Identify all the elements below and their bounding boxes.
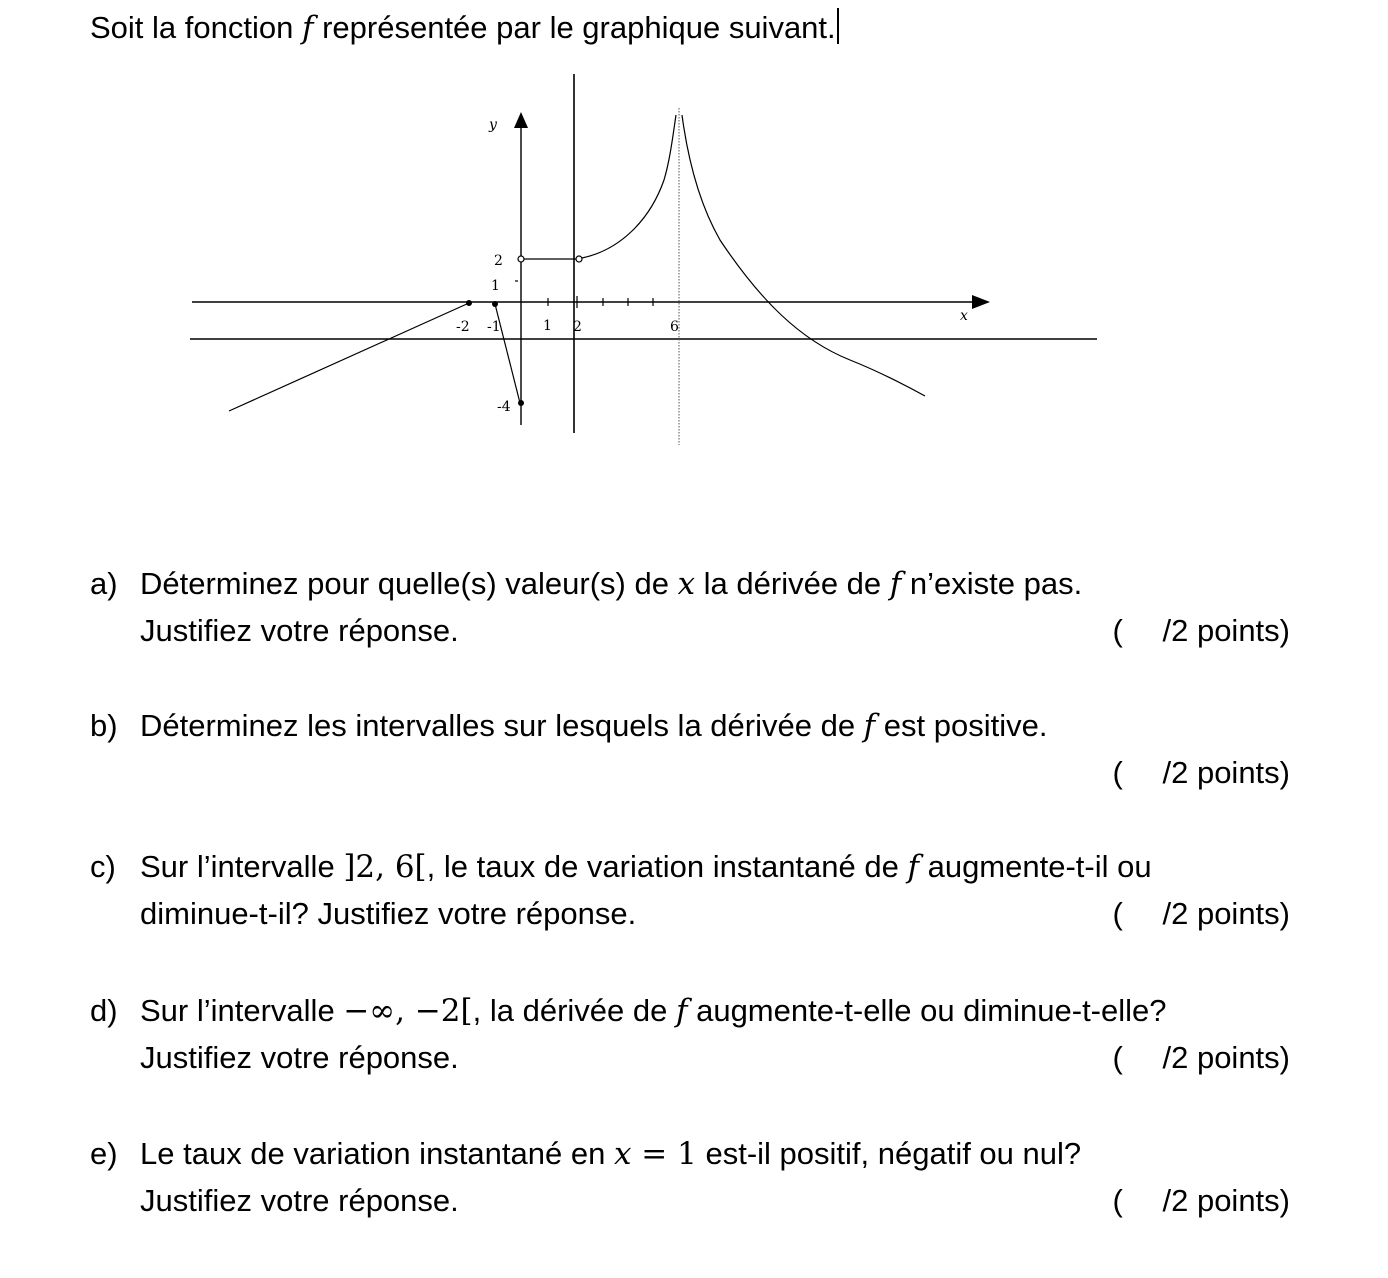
- points-indicator: ( /2 points): [1112, 613, 1290, 648]
- x-tick-1: 1: [543, 318, 552, 334]
- x-tick-6: 6: [670, 319, 679, 335]
- x-tick-minus1: -1: [487, 319, 501, 335]
- question-letter: d): [90, 993, 118, 1028]
- question-line-1: Déterminez les intervalles sur lesquels la dérivée de f est positive.: [140, 708, 1048, 744]
- question-letter: b): [90, 708, 118, 743]
- points-indicator: ( /2 points): [1112, 1183, 1290, 1218]
- rising-branch: [582, 115, 676, 258]
- function-name: f: [301, 10, 314, 46]
- y-tick-1: 1: [491, 278, 500, 294]
- open-point-left: [518, 256, 524, 262]
- x-axis-arrow: [972, 295, 990, 309]
- y-tick-minus4: -4: [497, 399, 511, 415]
- question-d: [90, 987, 1290, 1081]
- question-line-2: Justifiez votre réponse.: [140, 1040, 459, 1075]
- question-line-1: Sur l’intervalle −∞, −2[, la dérivée de f augmente-t-elle ou diminue-t-elle?: [140, 993, 1167, 1029]
- x-tick-2: 2: [573, 319, 582, 335]
- question-line-1: Le taux de variation instantané en x = 1 est-il positif, négatif ou nul?: [140, 1136, 1082, 1172]
- question-e: [90, 1130, 1290, 1224]
- question-letter: a): [90, 566, 118, 601]
- intro-text-before: Soit la fonction: [90, 10, 294, 45]
- y-axis-label: y: [489, 117, 497, 133]
- points-indicator: ( /2 points): [1112, 1040, 1290, 1075]
- points-indicator: ( /2 points): [1112, 896, 1290, 931]
- question-b: [90, 702, 1290, 796]
- question-a: [90, 560, 1290, 654]
- open-point-right: [576, 256, 582, 262]
- left-ray: [229, 303, 469, 411]
- question-line-1: Sur l’intervalle ]2, 6[, le taux de variation instantané de f augmente-t-il ou: [140, 849, 1152, 885]
- question-line-2: Justifiez votre réponse.: [140, 613, 459, 648]
- points-indicator: ( /2 points): [1112, 755, 1290, 790]
- intro-text-after: représentée par le graphique suivant.: [322, 10, 836, 45]
- falling-branch: [682, 115, 925, 396]
- question-c: [90, 843, 1290, 937]
- question-line-2: diminue-t-il? Justifiez votre réponse.: [140, 896, 637, 931]
- x-tick-minus2: -2: [456, 319, 470, 335]
- point-minus2: [466, 300, 472, 306]
- y-axis-arrow: [514, 112, 528, 128]
- y-tick-2: 2: [494, 253, 503, 269]
- x-axis-label: x: [960, 308, 968, 324]
- question-line-2: Justifiez votre réponse.: [140, 1183, 459, 1218]
- question-letter: e): [90, 1136, 118, 1171]
- question-letter: c): [90, 849, 116, 884]
- function-graph: [0, 0, 1388, 470]
- point-minus1: [492, 301, 498, 307]
- point-minus4: [518, 400, 524, 406]
- question-line-1: Déterminez pour quelle(s) valeur(s) de x la dérivée de f n’existe pas.: [140, 566, 1083, 602]
- x-tick-marks: [515, 281, 653, 308]
